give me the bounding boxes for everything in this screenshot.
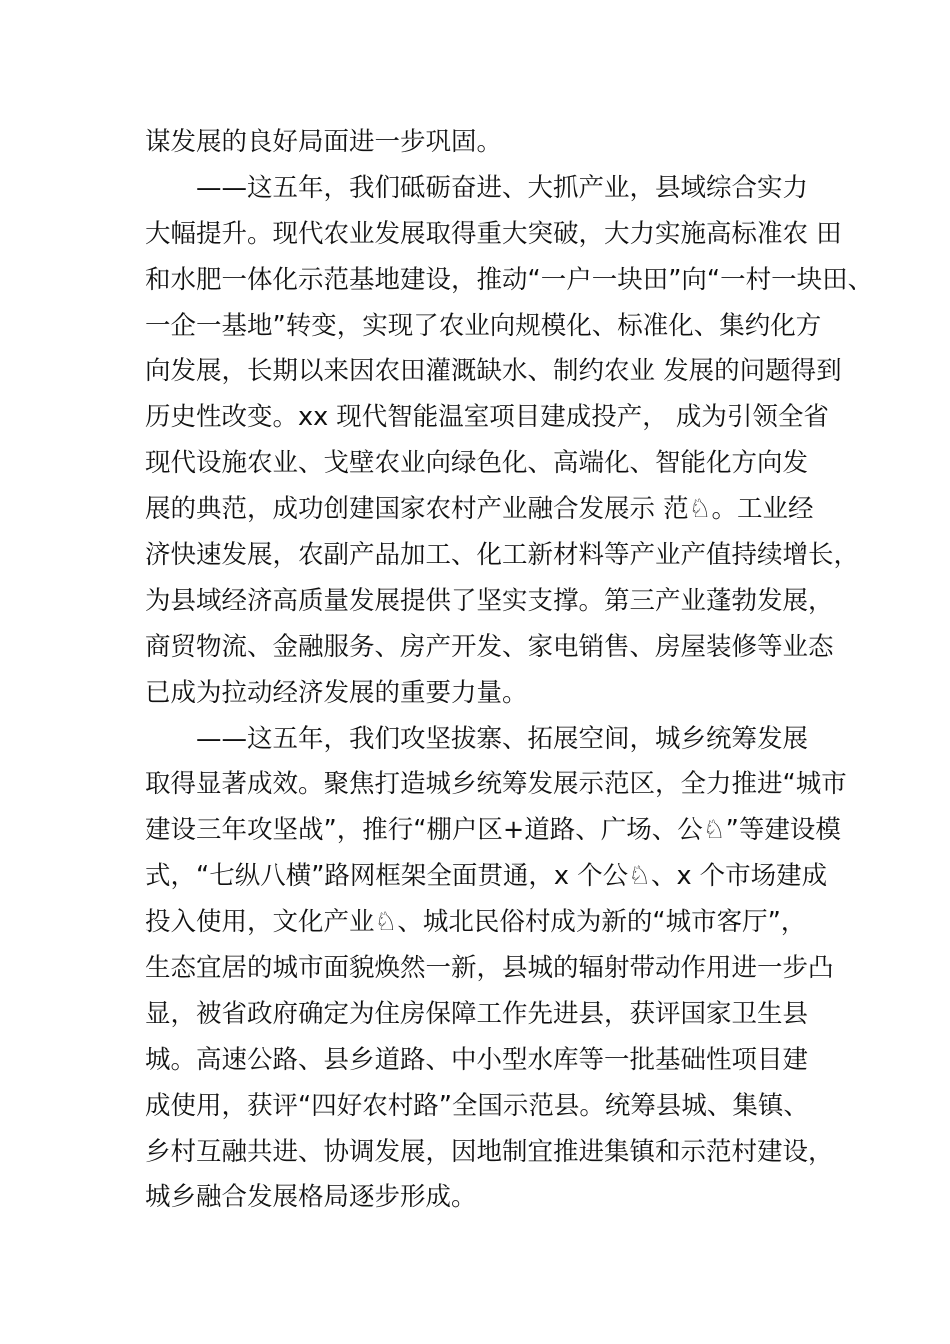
text-line: 投入使用，文化产业♘、城北民俗村成为新的“城市客厅”， bbox=[145, 907, 807, 938]
text-line: 历史性改变。xx 现代智能温室项目建成投产， 成为引领全省 bbox=[145, 402, 829, 433]
text-line: 和水肥一体化示范基地建设，推动“一户一块田”向“一村一块田、 bbox=[145, 264, 874, 295]
text-line: 成使用，获评“四好农村路”全国示范县。统筹县城、集镇、 bbox=[145, 1090, 809, 1121]
text-line: 济快速发展，农副产品加工、化工新材料等产业产值持续增长， bbox=[145, 540, 860, 571]
text-line: 城。高速公路、县乡道路、中小型水库等一批基础性项目建 bbox=[145, 1044, 809, 1075]
text-line: 展的典范，成功创建国家农村产业融合发展示 范♘。工业经 bbox=[145, 494, 814, 525]
text-line: 大幅提升。现代农业发展取得重大突破，大力实施高标准农 田 bbox=[145, 218, 842, 249]
paragraph-first-line: ——这五年，我们砥砺奋进、大抓产业，县域综合实力 bbox=[196, 172, 809, 203]
text-line: 生态宜居的城市面貌焕然一新，县城的辐射带动作用进一步凸 bbox=[145, 953, 834, 984]
text-line: 一企一基地”转变，实现了农业向规模化、标准化、集约化方 bbox=[145, 310, 822, 341]
text-line: 商贸物流、金融服务、房产开发、家电销售、房屋装修等业态 bbox=[145, 631, 834, 662]
text-line: 向发展，长期以来因农田灌溉缺水、制约农业 发展的问题得到 bbox=[145, 356, 842, 387]
paragraph-first-line: ——这五年，我们攻坚拔寨、拓展空间，城乡统筹发展 bbox=[196, 723, 809, 754]
text-line: 现代设施农业、戈壁农业向绿色化、高端化、智能化方向发 bbox=[145, 448, 809, 479]
text-line: 谋发展的良好局面进一步巩固。 bbox=[145, 127, 503, 157]
body-text bbox=[145, 120, 874, 1221]
text-line: 显，被省政府确定为住房保障工作先进县，获评国家卫生县 bbox=[145, 998, 809, 1029]
text-line: 式，“七纵八横”路网框架全面贯通，x 个公♘、x 个市场建成 bbox=[145, 861, 828, 892]
text-line: 城乡融合发展格局逐步形成。 bbox=[145, 1182, 477, 1213]
text-line: 取得显著成效。聚焦打造城乡统筹发展示范区，全力推进“城市 bbox=[145, 769, 847, 800]
text-line: 已成为拉动经济发展的重要力量。 bbox=[145, 677, 528, 708]
text-line: 建设三年攻坚战”，推行“棚户区+道路、广场、公♘”等建设模 bbox=[145, 815, 841, 846]
text-line: 为县域经济高质量发展提供了坚实支撑。第三产业蓬勃发展， bbox=[145, 585, 834, 616]
text-line: 乡村互融共进、协调发展，因地制宜推进集镇和示范村建设， bbox=[145, 1136, 834, 1167]
